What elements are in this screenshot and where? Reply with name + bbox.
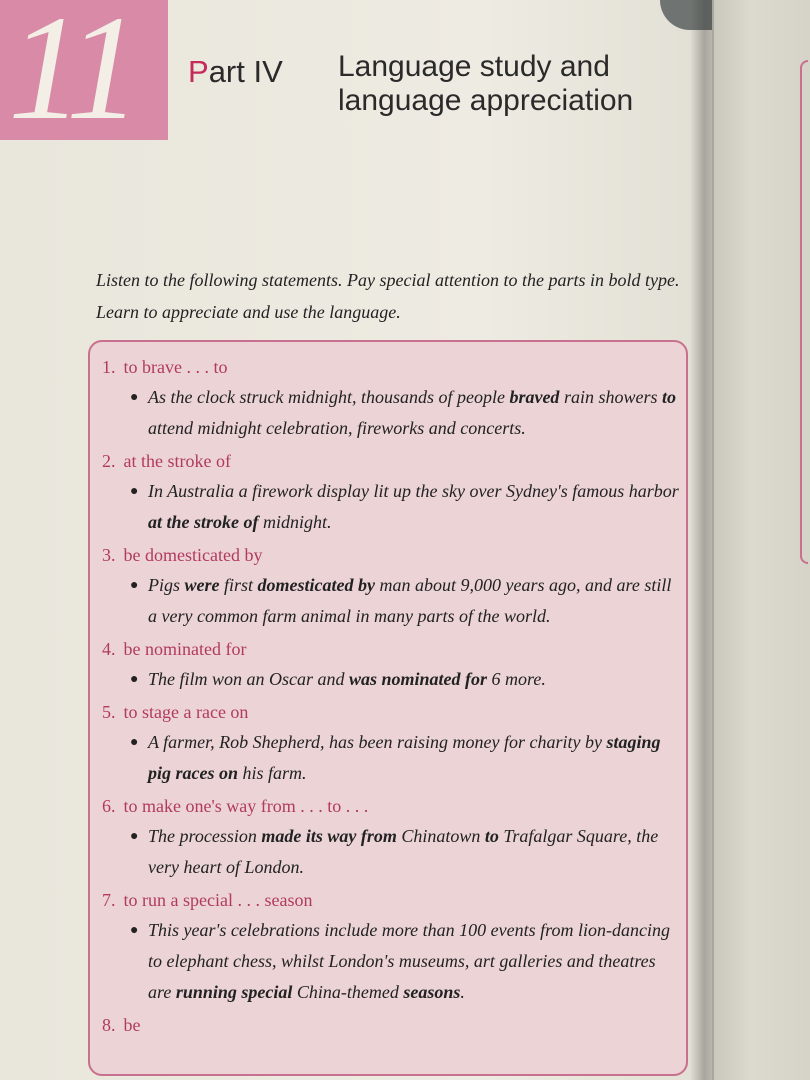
phrase: be domesticated by (123, 545, 263, 565)
bullet-icon: ● (130, 390, 139, 405)
bullet-icon: ● (130, 923, 139, 938)
item-number: 7. (102, 890, 116, 910)
bullet-icon: ● (130, 829, 139, 844)
phrase-item (102, 1010, 682, 1040)
sentence-text: . (460, 982, 465, 1002)
sentence-text: Chinatown (396, 826, 485, 846)
phrase: to stage a race on (123, 702, 249, 722)
chapter-number-block (0, 0, 168, 151)
phrase: to make one's way from . . . to . . . (123, 796, 369, 816)
item-number: 5. (102, 702, 116, 722)
bold-phrase: braved (509, 387, 560, 407)
part-rest: art IV (208, 54, 283, 89)
phrase: at the stroke of (123, 451, 231, 471)
bold-phrase: made its way from (261, 826, 397, 846)
sentence-text: 6 more. (487, 669, 546, 689)
example-sentence (102, 476, 682, 538)
example-sentence (102, 664, 682, 695)
phrase: be (123, 1015, 141, 1035)
instructions: Listen to the following statements. Pay special attention to the parts in bold type. Learn to appreciate and use the language. (96, 270, 680, 322)
phrase-item (102, 634, 682, 695)
phrase-heading (102, 540, 682, 570)
sentence-text: As the clock struck midnight, thousands of people (148, 387, 510, 407)
sentence-text: China-themed (292, 982, 404, 1002)
part-initial: P (188, 54, 209, 89)
bullet-icon: ● (130, 735, 139, 750)
phrase-item (102, 352, 682, 444)
sentence-text: The film won an Oscar and (148, 669, 350, 689)
facing-page-box (800, 60, 808, 564)
phrase: be nominated for (123, 639, 247, 659)
phrase: to brave . . . to (123, 357, 228, 377)
example-sentence (102, 570, 682, 632)
item-number: 4. (102, 639, 116, 659)
sentence-text: The procession (148, 826, 262, 846)
chapter-number: 11 (8, 0, 135, 151)
phrase-heading (102, 1010, 682, 1040)
bold-phrase: to (484, 826, 499, 846)
book-gutter (690, 0, 714, 1080)
phrase-heading (102, 446, 682, 476)
sentence-text: midnight. (258, 512, 332, 532)
item-number: 8. (102, 1015, 116, 1035)
bold-phrase: was nominated for (349, 669, 488, 689)
phrase-heading (102, 352, 682, 382)
bold-phrase: seasons (403, 982, 461, 1002)
item-number: 3. (102, 545, 116, 565)
phrase-item (102, 446, 682, 538)
item-number: 2. (102, 451, 116, 471)
item-number: 6. (102, 796, 116, 816)
sentence-text: first (219, 575, 258, 595)
phrase: to run a special . . . season (123, 890, 313, 910)
sentence-text: his farm. (238, 763, 307, 783)
bold-phrase: to (661, 387, 676, 407)
phrase-item (102, 791, 682, 883)
sentence-text: rain showers (559, 387, 662, 407)
bold-phrase: domesticated by (257, 575, 375, 595)
section-heading: Language study and language appreciation (338, 50, 634, 117)
phrase-heading (102, 791, 682, 821)
phrase-item (102, 885, 682, 1008)
phrase-item (102, 697, 682, 789)
phrase-list (102, 352, 682, 1042)
example-sentence (102, 915, 682, 1008)
sentence-text: attend midnight celebration, fireworks and concerts. (148, 418, 526, 438)
example-sentence (102, 821, 682, 883)
sentence-text: In Australia a firework display lit up the sky over Sydney's famous harbor (148, 481, 679, 501)
sentence-text: man about 9,000 years ago, and are still a very common farm animal in many parts of the world. (148, 575, 672, 626)
phrase-item (102, 540, 682, 632)
phrase-heading (102, 697, 682, 727)
bold-phrase: were (184, 575, 220, 595)
example-sentence (102, 727, 682, 789)
bullet-icon: ● (130, 484, 139, 499)
facing-page (712, 0, 810, 1080)
sentence-text: A farmer, Rob Shepherd, has been raising money for charity by (148, 732, 607, 752)
bullet-icon: ● (130, 578, 139, 593)
item-number: 1. (102, 357, 116, 377)
example-sentence (102, 382, 682, 444)
bullet-icon: ● (130, 672, 139, 687)
bold-phrase: at the stroke of (148, 512, 259, 532)
part-label (188, 54, 283, 90)
bold-phrase: running special (175, 982, 293, 1002)
phrase-heading (102, 885, 682, 915)
phrase-heading (102, 634, 682, 664)
sentence-text: This year's celebrations include more than 100 events from lion-dancing to elephant chess, whilst London's museums, art galleries and theatres are (148, 920, 670, 1002)
bold-phrase: staging pig races on (148, 732, 661, 783)
sentence-text: Pigs (148, 575, 185, 595)
sentence-text: Trafalgar Square, the very heart of London. (148, 826, 659, 877)
